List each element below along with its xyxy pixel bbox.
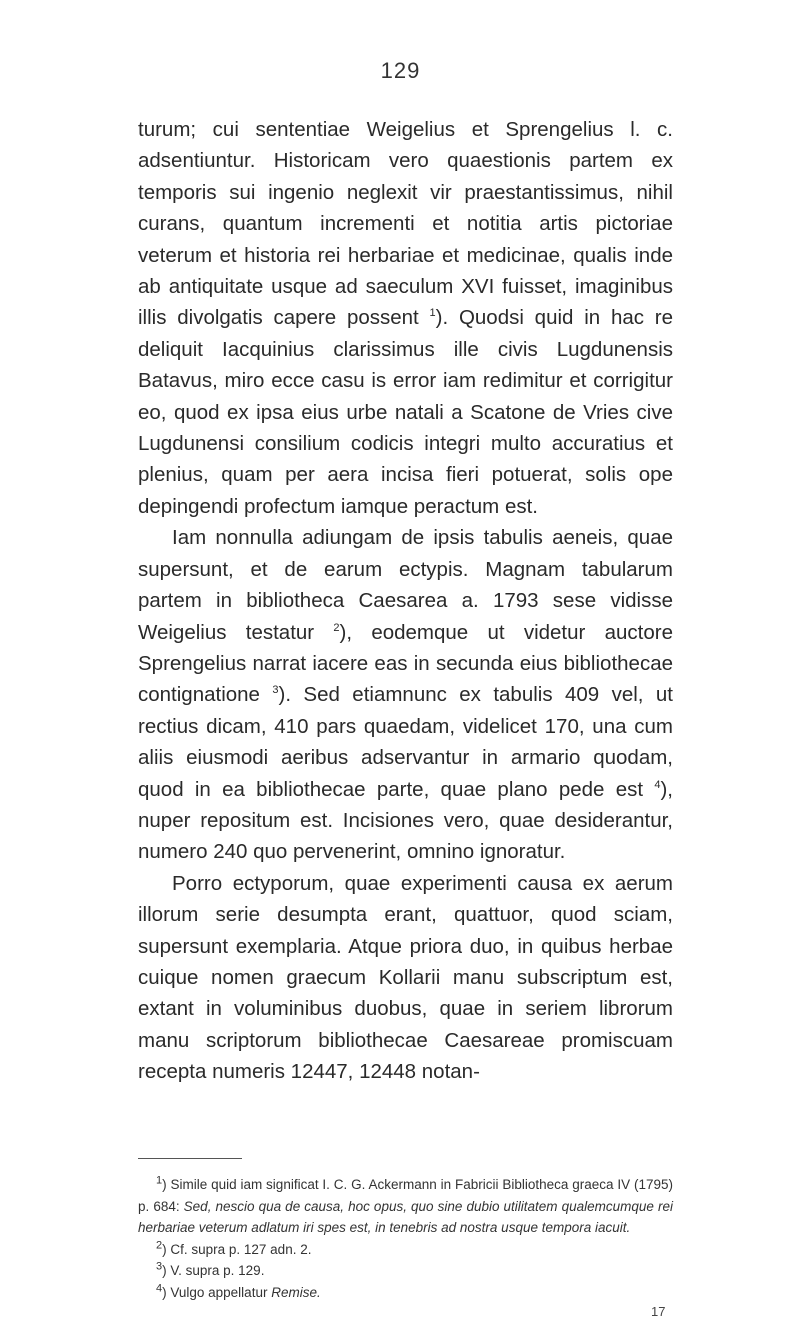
page-number: 129: [380, 58, 421, 83]
signature-mark: 17: [651, 1304, 666, 1319]
footnote-mark: 4: [156, 1282, 163, 1294]
footnote-1: $^1$) Simile quid iam significat I. C. G. Ackermann in Fabricii Bibliotheca graeca IV (1795) p. 684: Sed, nescio qua de causa, hoc opus, quo sine dubio utilitatem qualemcumque rei herbariae veterum adlatum iri spes est, in tenebris ad nostra usque tempora iacuit.: [138, 1174, 673, 1235]
footnote-mark: 2: [156, 1239, 163, 1251]
paragraph-2: Iam nonnulla adiungam de ipsis tabulis aeneis, quae supersunt, et de earum ectypis. Magnam tabularum partem in bibliotheca Caesarea a. 1793 sese vidisse Weigelius testatur $^2$), eodemque ut videtur auctore Sprengelius narrat iacere eas in secunda eius bibliothecae contignatione $^3$). Sed etiamnunc ex tabulis 409 vel, ut rectius dicam, 410 pars quaedam, videlicet 170, una cum aliis eiusmodi aeribus adservantur in armario quodam, quod in ea bibliothecae parte, quae plano pede est $^4$), nuper repositum est. Incisiones vero, quae desiderantur, numero 240 quo pervenerint, omnino ignoratur.: [138, 526, 673, 864]
paragraph-3: Porro ectyporum, quae experimenti causa ex aerum illorum serie desumpta erant, quattuor, quod sciam, supersunt exemplaria. Atque priora duo, in quibus herbae cuique nomen graecum Kollarii manu subscriptum est, extant in voluminibus duobus, quae in seriem librorum manu scriptorum bibliothecae Caesareae promiscuam recepta numeris 12447, 12448 notan-: [138, 871, 673, 1084]
footnote-4: $^4$) Vulgo appellatur Remise.: [156, 1282, 321, 1300]
footnote-3: $^3$) V. supra p. 129.: [156, 1260, 265, 1278]
footnote-ref[interactable]: 2: [333, 621, 340, 634]
paragraph-1: turum; cui sententiae Weigelius et Sprengelius l. c. adsentiuntur. Historicam vero quaestionis partem ex temporis sui ingenio neglexit vir praestantissimus, nihil curans, quantum incrementi et notitia artis pictoriae veterum et historia rei herbariae et medicinae, qualis inde ab antiquitate usque ad saeculum XVI fuisset, imaginibus illis divolgatis capere possent $^1$). Quodsi quid in hac re deliquit Iacquinius clarissimus ille civis Lugdunensis Batavus, miro ecce casu is error iam redimitur et corrigitur eo, quod ex ipsa eius urbe natali a Scatone de Vries cive Lugdunensi consilium codicis integri multo accuratius et plenius, quam per aera incisa fieri potuerat, solis ope depingendi profectum iamque peractum est.: [138, 118, 674, 518]
footnote-ref[interactable]: 1: [429, 307, 436, 320]
footnote-2: $^2$) Cf. supra p. 127 adn. 2.: [156, 1239, 312, 1257]
footnote-separator: [138, 1158, 242, 1159]
footnote-ref[interactable]: 4: [654, 778, 661, 791]
main-text: [138, 114, 673, 1088]
footnote-mark: 3: [156, 1260, 163, 1273]
footnote-mark: 1: [156, 1174, 163, 1187]
footnotes: [138, 1174, 673, 1303]
footnote-ref[interactable]: 3: [272, 684, 279, 697]
